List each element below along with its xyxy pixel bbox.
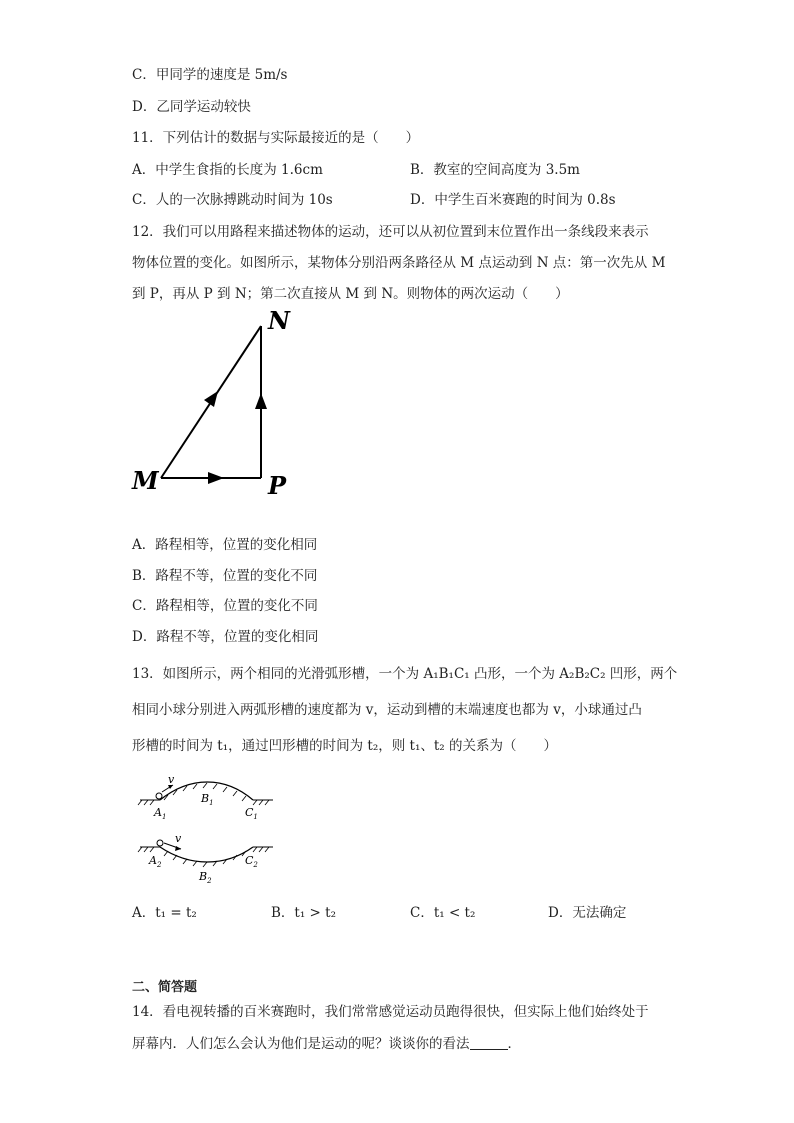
ball-bottom (157, 840, 163, 846)
q14-stem-line2-text: 屏幕内．人们怎么会认为他们是运动的呢？谈谈你的看法 (132, 1036, 470, 1052)
q12-stem-line1: 12．我们可以用路程来描述物体的运动，还可以从初位置到末位置作出一条线段来表示 (132, 224, 649, 240)
label-b1: $B_1$ (201, 792, 214, 807)
ball-top (156, 793, 162, 799)
label-v-top: v (168, 773, 175, 786)
q11-stem: 11．下列估计的数据与实际最接近的是（ ） (132, 130, 420, 146)
label-a1: $A_1$ (154, 806, 167, 821)
section-heading: 二、简答题 (132, 980, 198, 995)
q12-option-a: A．路程相等，位置的变化相同 (132, 537, 318, 553)
q12-option-c: C．路程相等，位置的变化不同 (132, 598, 318, 614)
q10-option-d: D．乙同学运动较快 (132, 99, 251, 115)
label-a2: $A_2$ (149, 854, 162, 869)
label-b2: $B_2$ (199, 870, 212, 885)
q13-stem-line2: 相同小球分别进入两弧形槽的速度都为 v，运动到槽的末端速度也都为 v，小球通过凸 (132, 702, 642, 718)
q14-stem-end: ． (507, 1036, 521, 1052)
q12-path-figure (128, 305, 298, 500)
convex-groove (138, 773, 273, 821)
q12-option-d: D．路程不等，位置的变化相同 (132, 629, 319, 645)
label-m: M (132, 466, 159, 495)
q13-option-b: B．t₁ > t₂ (271, 905, 336, 921)
arrow-m-to-p (208, 472, 224, 484)
q14-answer-blank[interactable] (470, 1035, 508, 1050)
q14-stem-line1: 14．看电视转播的百米赛跑时，我们常常感觉运动员跑得很快，但实际上他们始终处于 (132, 1004, 649, 1020)
label-c1: $C_1$ (245, 806, 258, 821)
q12-option-b: B．路程不等，位置的变化不同 (132, 568, 318, 584)
q11-option-c: C．人的一次脉搏跳动时间为 10s (132, 192, 333, 208)
q11-option-d: D．中学生百米赛跑的时间为 0.8s (410, 192, 616, 208)
q13-stem-line1: 13．如图所示，两个相同的光滑弧形槽，一个为 A₁B₁C₁ 凸形，一个为 A₂B₂C₂ 凹形，两个 (132, 666, 678, 682)
q12-stem-line2: 物体位置的变化。如图所示，某物体分别沿两条路径从 M 点运动到 N 点：第一次先从 M (132, 255, 666, 271)
q13-groove-figure (135, 768, 285, 888)
q10-option-c: C．甲同学的速度是 5m/s (132, 67, 288, 83)
q13-stem-line3: 形槽的时间为 t₁，通过凹形槽的时间为 t₂，则 t₁、t₂ 的关系为（ ） (132, 738, 558, 754)
q13-option-a: A．t₁ = t₂ (132, 905, 197, 921)
q13-option-c: C．t₁ < t₂ (410, 905, 476, 921)
label-p: P (268, 471, 287, 500)
arrow-m-to-n (204, 391, 218, 407)
label-n: N (268, 306, 290, 335)
q11-option-b: B．教室的空间高度为 3.5m (410, 162, 580, 178)
label-c2: $C_2$ (245, 854, 258, 869)
concave-groove (138, 832, 273, 885)
q11-option-a: A．中学生食指的长度为 1.6cm (132, 162, 323, 178)
q12-stem-line3: 到 P，再从 P 到 N；第二次直接从 M 到 N。则物体的两次运动（ ） (132, 286, 569, 302)
q14-stem-line2 (132, 1034, 521, 1054)
arrow-p-to-n (255, 393, 267, 409)
q13-option-d: D．无法确定 (548, 905, 627, 921)
label-v-bottom: v (175, 832, 182, 845)
